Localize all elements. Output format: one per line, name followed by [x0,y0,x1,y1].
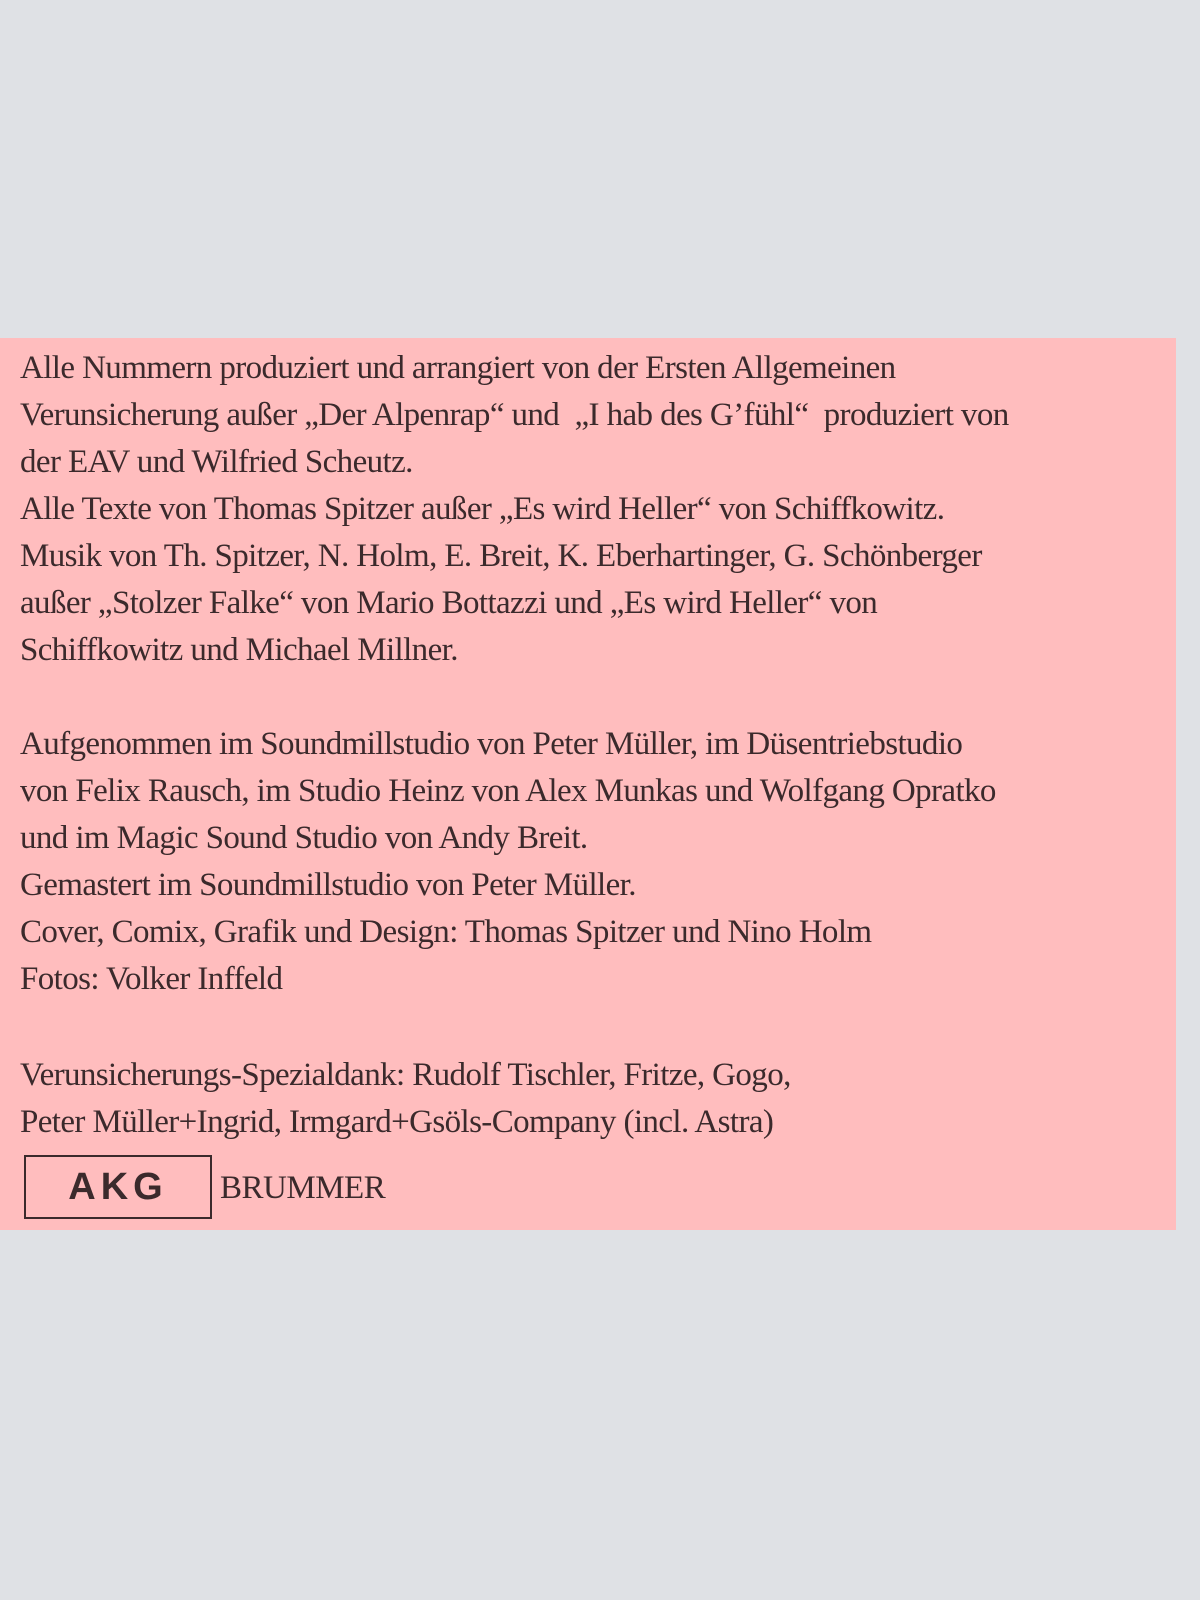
credits-line: Gemastert im Soundmillstudio von Peter Müller. [20,867,636,903]
akg-logo: AKG [24,1155,212,1219]
credits-line: Musik von Th. Spitzer, N. Holm, E. Breit, K. Eberhartinger, G. Schönberger [20,538,982,574]
credits-line: Verunsicherung außer „Der Alpenrap“ und „I hab des G’fühl“ produziert von [20,397,1009,433]
credits-line: außer „Stolzer Falke“ von Mario Bottazzi und „Es wird Heller“ von [20,585,878,621]
credits-line: und im Magic Sound Studio von Andy Breit. [20,820,588,856]
credits-line: Alle Texte von Thomas Spitzer außer „Es wird Heller“ von Schiffkowitz. [20,491,945,527]
credits-line: der EAV und Wilfried Scheutz. [20,444,413,480]
credits-line: von Felix Rausch, im Studio Heinz von Alex Munkas und Wolfgang Opratko [20,773,996,809]
credits-line: Aufgenommen im Soundmillstudio von Peter Müller, im Düsentriebstudio [20,726,963,762]
credits-line: Verunsicherungs-Spezialdank: Rudolf Tischler, Fritze, Gogo, [20,1057,791,1093]
credits-line: Peter Müller+Ingrid, Irmgard+Gsöls-Company (incl. Astra) [20,1104,774,1140]
credits-line: Schiffkowitz und Michael Millner. [20,632,458,668]
credits-panel [0,338,1176,1230]
credits-line: Cover, Comix, Grafik und Design: Thomas Spitzer und Nino Holm [20,914,872,950]
credits-line: Fotos: Volker Inffeld [20,961,283,997]
credits-line: Alle Nummern produziert und arrangiert von der Ersten Allgemeinen [20,350,896,386]
brummer-label: BRUMMER [220,1170,386,1206]
